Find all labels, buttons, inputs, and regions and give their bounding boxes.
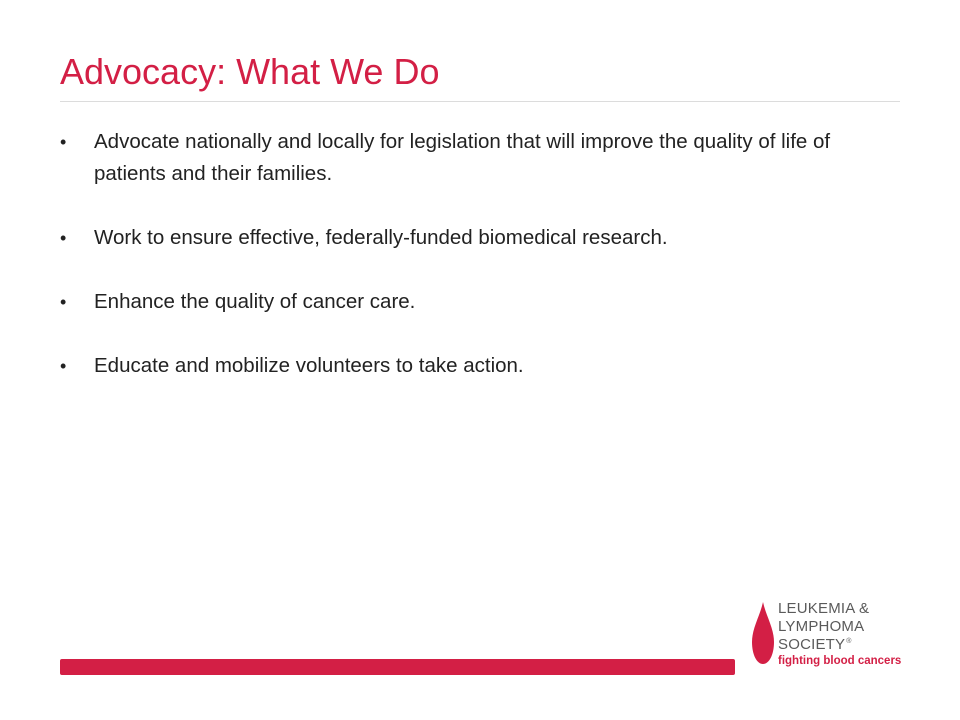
bullet-item: • Enhance the quality of cancer care.	[60, 286, 905, 318]
logo-line-3	[778, 636, 902, 654]
logo-line-1: LEUKEMIA &	[778, 600, 870, 617]
logo-line-2: LYMPHOMA	[778, 618, 865, 635]
slide-title: Advocacy: What We Do	[60, 51, 440, 92]
bullet-list	[60, 126, 905, 414]
bullet-item: • Work to ensure effective, federally-funded biomedical research.	[60, 222, 905, 254]
organization-logo	[752, 600, 902, 675]
logo-tagline: fighting blood cancers	[778, 655, 902, 667]
title-divider	[60, 101, 900, 102]
blood-drop-icon	[752, 602, 774, 664]
bullet-item: • Advocate nationally and locally for legislation that will improve the quality of life of patients and their families.	[60, 126, 905, 190]
logo-line-3-text: SOCIETY	[778, 636, 846, 653]
registered-mark: ®	[846, 638, 852, 645]
logo-wordmark	[778, 600, 902, 668]
footer-accent-bar	[60, 659, 735, 675]
bullet-item: • Educate and mobilize volunteers to take action.	[60, 350, 905, 382]
